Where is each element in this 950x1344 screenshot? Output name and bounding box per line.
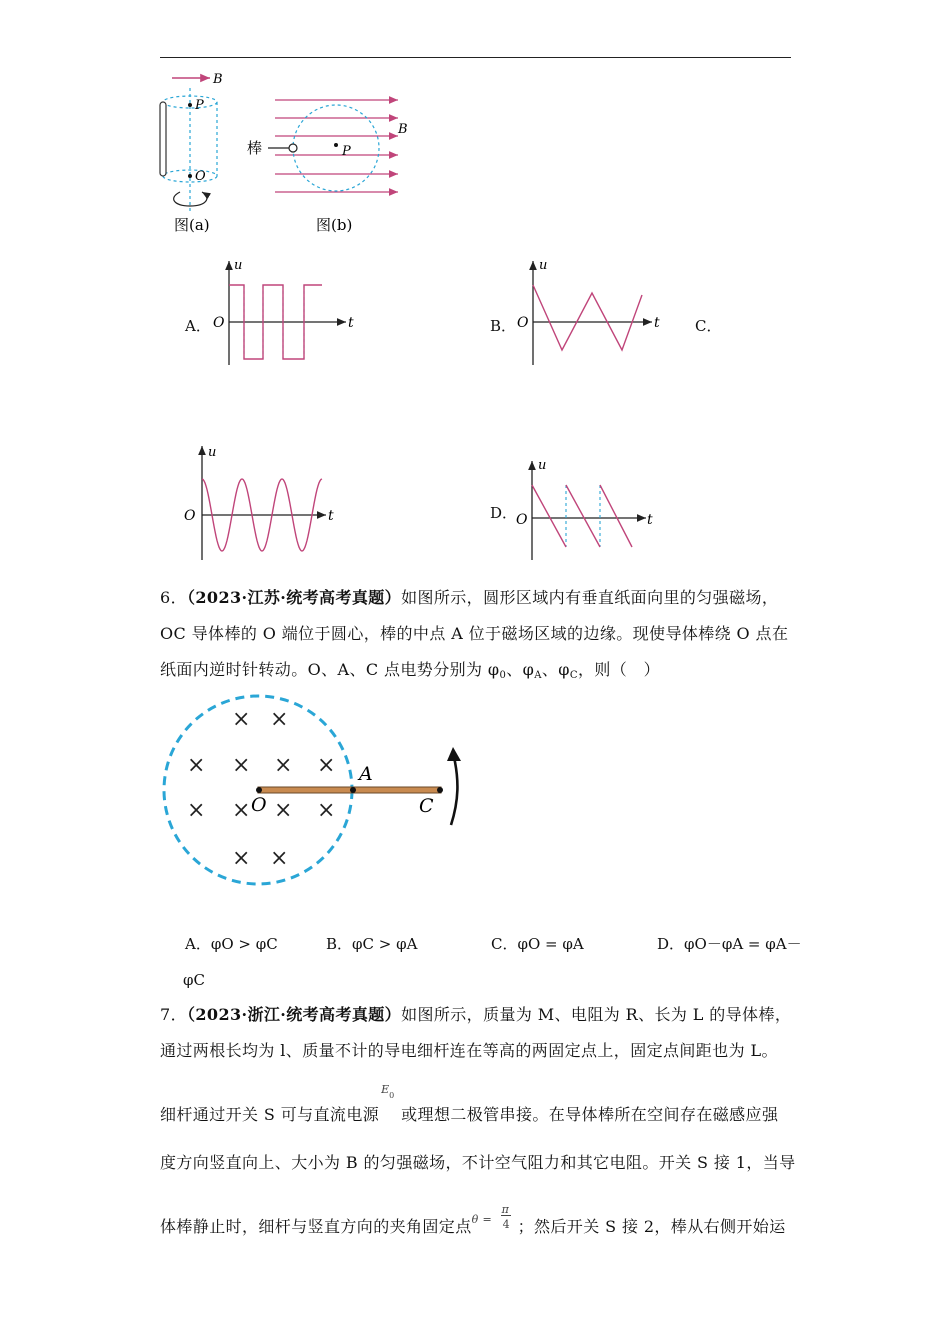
- svg-text:O: O: [517, 315, 529, 331]
- option-c-label[interactable]: C．: [695, 317, 722, 335]
- q7-line4: 度方向竖直向上、大小为 B 的匀强磁场，不计空气阻力和其它电阻。开关 S 接 1，当导: [160, 1153, 796, 1172]
- svg-text:×: ×: [232, 798, 251, 823]
- svg-text:×: ×: [274, 753, 293, 778]
- q6-option-b[interactable]: B．φC > φA: [326, 935, 418, 953]
- rod-end-b: [289, 144, 297, 152]
- svg-text:t: t: [654, 315, 660, 331]
- q6-option-d-cont: φC: [183, 971, 205, 989]
- q7-line3: 细杆通过开关 S 可与直流电源 E 0 或理想二极管串接。在导体棒所在空间存在磁感应强: [160, 1083, 779, 1124]
- graph-d-sawtooth-wave: [510, 455, 660, 565]
- svg-text:×: ×: [274, 798, 293, 823]
- svg-text:P: P: [342, 144, 351, 159]
- q6-line1: 6．（2023·江苏·统考高考真题）如图所示，圆形区域内有垂直纸面向里的匀强磁场，: [160, 588, 779, 607]
- svg-text:×: ×: [270, 707, 289, 732]
- conductor-rod-OC: [258, 787, 441, 793]
- svg-text:P: P: [195, 98, 204, 113]
- figure-q6-rotating-rod: [155, 685, 475, 895]
- svg-text:O: O: [213, 315, 225, 331]
- svg-text:×: ×: [232, 707, 251, 732]
- svg-text:B: B: [398, 122, 408, 137]
- svg-text:×: ×: [187, 753, 206, 778]
- q6-line3: 纸面内逆时针转动。O、A、C 点电势分别为 $\varphi_0$、$\varphi_A$、$\varphi_C$，则（ ）: [160, 660, 660, 681]
- rod-a: [160, 102, 166, 176]
- svg-text:×: ×: [270, 846, 289, 871]
- svg-text:t: t: [647, 512, 653, 528]
- svg-text:u: u: [208, 445, 217, 460]
- svg-text:t: t: [348, 315, 354, 331]
- q7-line1: 7．（2023·浙江·统考高考真题）如图所示，质量为 M、电阻为 R、长为 L 的导体棒，: [160, 1005, 792, 1024]
- svg-text:O: O: [516, 512, 528, 528]
- q6-option-a[interactable]: A．φO > φC: [185, 935, 278, 953]
- q7-line2: 通过两根长均为 l、质量不计的导电细杆连在等高的两固定点上，固定点间距也为 L。: [160, 1041, 778, 1060]
- figure-ab: [150, 64, 430, 244]
- q6-option-d[interactable]: D．φO－φA = φA－: [657, 935, 802, 953]
- svg-text:A: A: [359, 763, 373, 785]
- option-a-label[interactable]: A．: [185, 317, 211, 335]
- svg-text:O: O: [251, 794, 267, 816]
- option-b-label[interactable]: B．: [490, 317, 517, 335]
- label-B-a: B: [213, 72, 223, 87]
- rotation-arrow-icon: [451, 757, 457, 825]
- graph-c-sine-wave: [180, 440, 345, 565]
- q6-line2: OC 导体棒的 O 端位于圆心，棒的中点 A 位于磁场区域的边缘。现使导体棒绕 O 点在: [160, 624, 789, 643]
- svg-text:×: ×: [187, 798, 206, 823]
- svg-text:u: u: [234, 258, 243, 273]
- graph-b-triangle-wave: [512, 255, 672, 370]
- fig-b-caption: 图(b): [316, 216, 353, 234]
- fig-a-caption: 图(a): [174, 216, 210, 234]
- q7-line5: 体棒静止时，细杆与竖直方向的夹角固定点 θ = π 4 ；然后开关 S 接 2，棒从右侧开始运: [160, 1203, 786, 1236]
- graph-a-square-wave: [210, 255, 360, 370]
- svg-text:O: O: [195, 169, 206, 184]
- svg-text:t: t: [328, 508, 334, 524]
- svg-text:×: ×: [317, 798, 336, 823]
- svg-text:×: ×: [317, 753, 336, 778]
- svg-text:C: C: [419, 795, 434, 817]
- top-rule: [160, 57, 791, 58]
- theta-formula: θ = π 4: [471, 1203, 511, 1231]
- label-bang: 棒: [247, 139, 263, 157]
- svg-text:×: ×: [232, 753, 251, 778]
- svg-text:u: u: [538, 458, 547, 473]
- svg-text:u: u: [539, 258, 548, 273]
- option-d-label[interactable]: D．: [490, 504, 518, 522]
- svg-text:×: ×: [232, 846, 251, 871]
- svg-text:O: O: [184, 508, 196, 524]
- q6-option-c[interactable]: C．φO = φA: [491, 935, 584, 953]
